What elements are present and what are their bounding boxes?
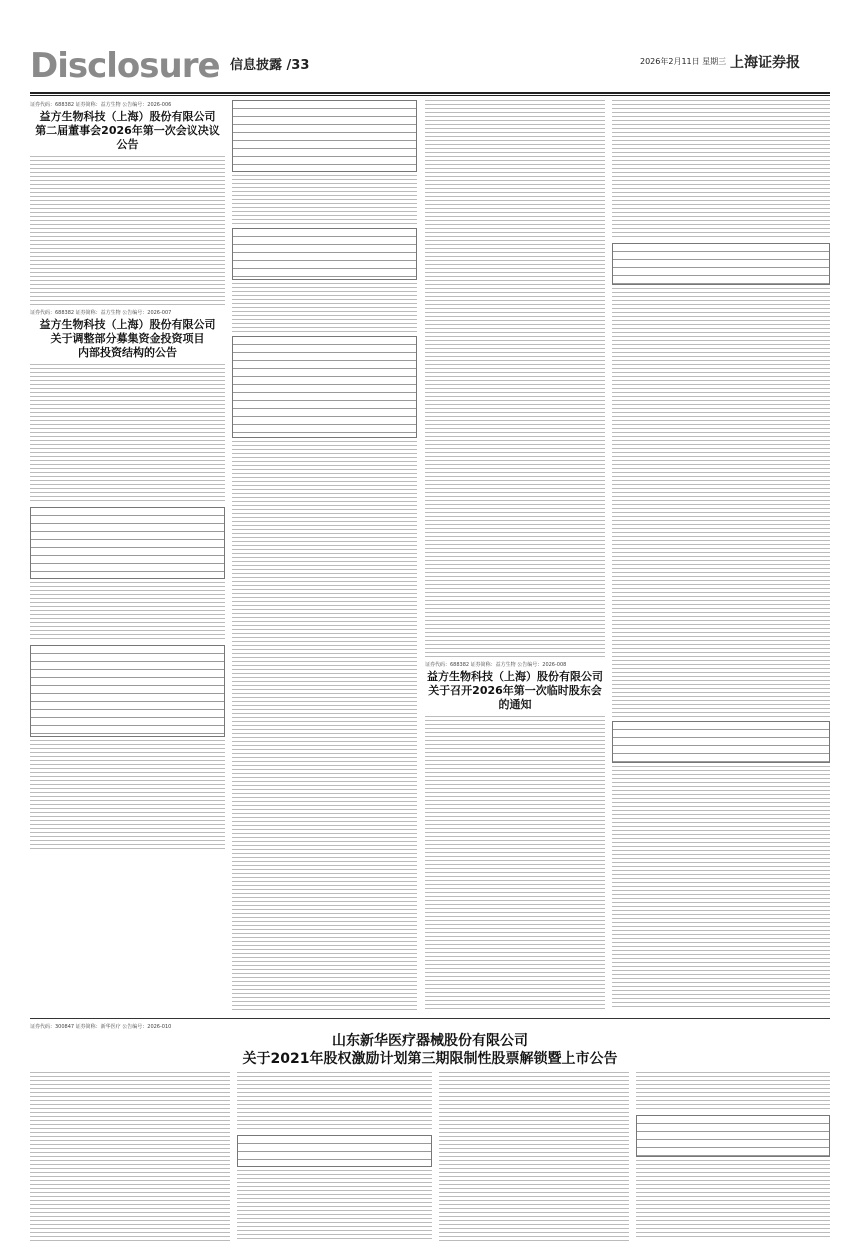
table-3 [232, 100, 417, 172]
a2-title-2: 内部投资结构的公告 [78, 346, 177, 359]
section-title: 信息披露 /33 [230, 58, 310, 73]
column-4 [612, 100, 830, 1010]
header-rule [30, 92, 830, 94]
bottom-col-1 [30, 1072, 230, 1242]
column-1 [30, 100, 225, 1010]
a3-code: 证券代码：688382 证券简称：益方生物 公告编号：2026-008 [425, 662, 567, 668]
newspaper-name: 上海证券报 [730, 55, 800, 71]
brand-logo: Disclosure [30, 46, 220, 86]
a3-title: 关于召开2026年第一次临时股东会的通知 [428, 684, 602, 711]
section-divider [30, 1018, 830, 1019]
bottom-title: 关于2021年股权激励计划第三期限制性股票解锁暨上市公告 [242, 1051, 618, 1067]
bottom-col-4 [636, 1072, 830, 1242]
table-5 [232, 336, 417, 438]
a1-company: 益方生物科技（上海）股份有限公司 [39, 110, 216, 123]
header-rule-thin [30, 95, 830, 96]
a2-company: 益方生物科技（上海）股份有限公司 [39, 318, 216, 331]
table-2 [30, 645, 225, 737]
table-1 [30, 507, 225, 579]
a2-code: 证券代码：688382 证券简称：益方生物 公告编号：2026-007 [30, 310, 172, 316]
bottom-code: 证券代码：300847 证券简称：新华医疗 公告编号：2026-010 [30, 1024, 172, 1030]
bottom-company: 山东新华医疗器械股份有限公司 [332, 1033, 528, 1049]
masthead [30, 44, 830, 88]
a1-code: 证券代码：688382 证券简称：益方生物 公告编号：2026-006 [30, 102, 172, 108]
table-8 [237, 1135, 432, 1167]
bottom-col-2 [237, 1072, 432, 1242]
table-9 [636, 1115, 830, 1157]
table-6 [612, 243, 830, 285]
bottom-code-line [30, 1022, 830, 1032]
column-3 [425, 100, 605, 1010]
a2-title-1: 关于调整部分募集资金投资项目 [50, 332, 205, 345]
column-2 [232, 100, 417, 1010]
table-4 [232, 228, 417, 280]
bottom-col-3 [439, 1072, 629, 1242]
date-line: 2026年2月11日 星期三 [640, 57, 727, 66]
a1-title: 第二届董事会2026年第一次会议决议公告 [35, 124, 220, 151]
a3-company: 益方生物科技（上海）股份有限公司 [427, 670, 603, 683]
table-7 [612, 721, 830, 763]
